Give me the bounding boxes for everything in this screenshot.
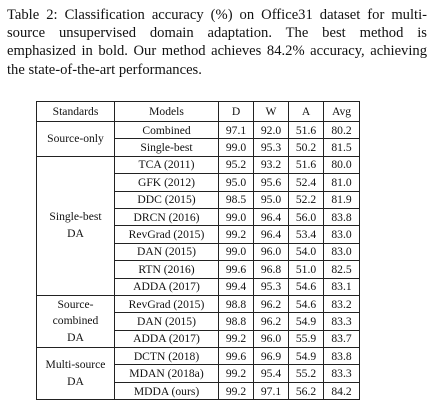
standards-label-line: combined xyxy=(52,314,99,328)
header-standards: Standards xyxy=(37,102,115,122)
score-d-cell: 99.2 xyxy=(219,365,254,382)
score-d-cell: 99.2 xyxy=(219,226,254,243)
score-w-cell: 96.2 xyxy=(254,295,289,312)
standards-cell xyxy=(37,156,115,295)
score-avg-cell: 81.5 xyxy=(324,139,360,156)
standards-label-line: DA xyxy=(67,330,84,344)
score-d-cell: 99.2 xyxy=(219,330,254,347)
model-name-cell: DCTN (2018) xyxy=(115,348,219,365)
model-name-cell: TCA (2011) xyxy=(115,156,219,173)
score-d-cell: 99.6 xyxy=(219,348,254,365)
score-a-cell: 52.4 xyxy=(289,174,324,191)
score-avg-cell: 83.0 xyxy=(324,226,360,243)
score-w-cell: 96.4 xyxy=(254,208,289,225)
score-d-cell: 99.4 xyxy=(219,278,254,295)
score-w-cell: 95.3 xyxy=(254,278,289,295)
model-name-cell: RevGrad (2015) xyxy=(115,295,219,312)
table-caption: Table 2: Classification accuracy (%) on Office31 dataset for multi-source unsupervised domain adaptation. The best method is emphasized in bold. Our method achieves 84.2% accuracy, achieving the state-of-the-art performances. xyxy=(7,7,427,78)
score-d-cell: 99.0 xyxy=(219,139,254,156)
score-w-cell: 96.8 xyxy=(254,261,289,278)
standards-label-line: DA xyxy=(67,374,84,388)
standards-cell xyxy=(37,295,115,347)
standards-label-line: DA xyxy=(67,226,84,240)
score-d-cell: 99.0 xyxy=(219,208,254,225)
score-w-cell: 96.2 xyxy=(254,313,289,330)
score-avg-cell: 83.8 xyxy=(324,208,360,225)
table-row xyxy=(37,122,360,139)
model-name-cell: MDDA (ours) xyxy=(115,382,219,399)
score-d-cell: 95.0 xyxy=(219,174,254,191)
model-name-cell: GFK (2012) xyxy=(115,174,219,191)
score-w-cell: 95.4 xyxy=(254,365,289,382)
model-name-cell: DAN (2015) xyxy=(115,313,219,330)
results-table xyxy=(36,101,360,400)
header-avg: Avg xyxy=(324,102,360,122)
standards-label-line: Multi-source xyxy=(45,358,106,372)
model-name-cell: MDAN (2018a) xyxy=(115,365,219,382)
score-a-cell: 54.9 xyxy=(289,348,324,365)
score-a-cell: 56.2 xyxy=(289,382,324,399)
header-d: D xyxy=(219,102,254,122)
model-name-cell: Single-best xyxy=(115,139,219,156)
score-w-cell: 96.9 xyxy=(254,348,289,365)
score-d-cell: 99.2 xyxy=(219,382,254,399)
header-w: W xyxy=(254,102,289,122)
table-row xyxy=(37,295,360,312)
standards-label-line: Single-best xyxy=(49,210,102,224)
score-avg-cell: 83.3 xyxy=(324,313,360,330)
score-w-cell: 96.0 xyxy=(254,243,289,260)
score-d-cell: 98.5 xyxy=(219,191,254,208)
score-d-cell: 99.6 xyxy=(219,261,254,278)
model-name-cell: ADDA (2017) xyxy=(115,278,219,295)
header-a: A xyxy=(289,102,324,122)
model-name-cell: DAN (2015) xyxy=(115,243,219,260)
model-name-cell: DRCN (2016) xyxy=(115,208,219,225)
model-name-cell: DDC (2015) xyxy=(115,191,219,208)
model-name-cell: RTN (2016) xyxy=(115,261,219,278)
score-avg-cell: 83.0 xyxy=(324,243,360,260)
score-avg-cell: 83.8 xyxy=(324,348,360,365)
standards-label: Source-only xyxy=(47,131,104,145)
score-w-cell: 95.3 xyxy=(254,139,289,156)
score-a-cell: 53.4 xyxy=(289,226,324,243)
standards-label-line: Source- xyxy=(57,297,94,311)
score-avg-cell: 83.3 xyxy=(324,365,360,382)
score-avg-cell: 81.0 xyxy=(324,174,360,191)
score-w-cell: 92.0 xyxy=(254,122,289,139)
table-row xyxy=(37,156,360,173)
score-a-cell: 54.6 xyxy=(289,278,324,295)
standards-cell xyxy=(37,122,115,157)
score-w-cell: 95.0 xyxy=(254,191,289,208)
score-a-cell: 54.9 xyxy=(289,313,324,330)
score-d-cell: 95.2 xyxy=(219,156,254,173)
score-avg-cell: 83.2 xyxy=(324,295,360,312)
model-name-cell: Combined xyxy=(115,122,219,139)
score-a-cell: 55.9 xyxy=(289,330,324,347)
table-row xyxy=(37,348,360,365)
score-d-cell: 98.8 xyxy=(219,295,254,312)
score-a-cell: 56.0 xyxy=(289,208,324,225)
score-d-cell: 98.8 xyxy=(219,313,254,330)
score-w-cell: 93.2 xyxy=(254,156,289,173)
model-name-cell: RevGrad (2015) xyxy=(115,226,219,243)
header-row xyxy=(37,102,360,122)
score-a-cell: 54.6 xyxy=(289,295,324,312)
score-d-cell: 99.0 xyxy=(219,243,254,260)
score-avg-cell: 81.9 xyxy=(324,191,360,208)
score-avg-cell: 80.2 xyxy=(324,122,360,139)
score-avg-cell: 84.2 xyxy=(324,382,360,399)
score-a-cell: 54.0 xyxy=(289,243,324,260)
score-avg-cell: 83.7 xyxy=(324,330,360,347)
score-a-cell: 51.0 xyxy=(289,261,324,278)
score-a-cell: 55.2 xyxy=(289,365,324,382)
score-w-cell: 96.0 xyxy=(254,330,289,347)
score-a-cell: 50.2 xyxy=(289,139,324,156)
score-w-cell: 97.1 xyxy=(254,382,289,399)
score-avg-cell: 82.5 xyxy=(324,261,360,278)
score-w-cell: 96.4 xyxy=(254,226,289,243)
header-models: Models xyxy=(115,102,219,122)
score-d-cell: 97.1 xyxy=(219,122,254,139)
score-a-cell: 51.6 xyxy=(289,122,324,139)
standards-cell xyxy=(37,348,115,400)
score-avg-cell: 83.1 xyxy=(324,278,360,295)
score-avg-cell: 80.0 xyxy=(324,156,360,173)
score-w-cell: 95.6 xyxy=(254,174,289,191)
score-a-cell: 52.2 xyxy=(289,191,324,208)
model-name-cell: ADDA (2017) xyxy=(115,330,219,347)
score-a-cell: 51.6 xyxy=(289,156,324,173)
